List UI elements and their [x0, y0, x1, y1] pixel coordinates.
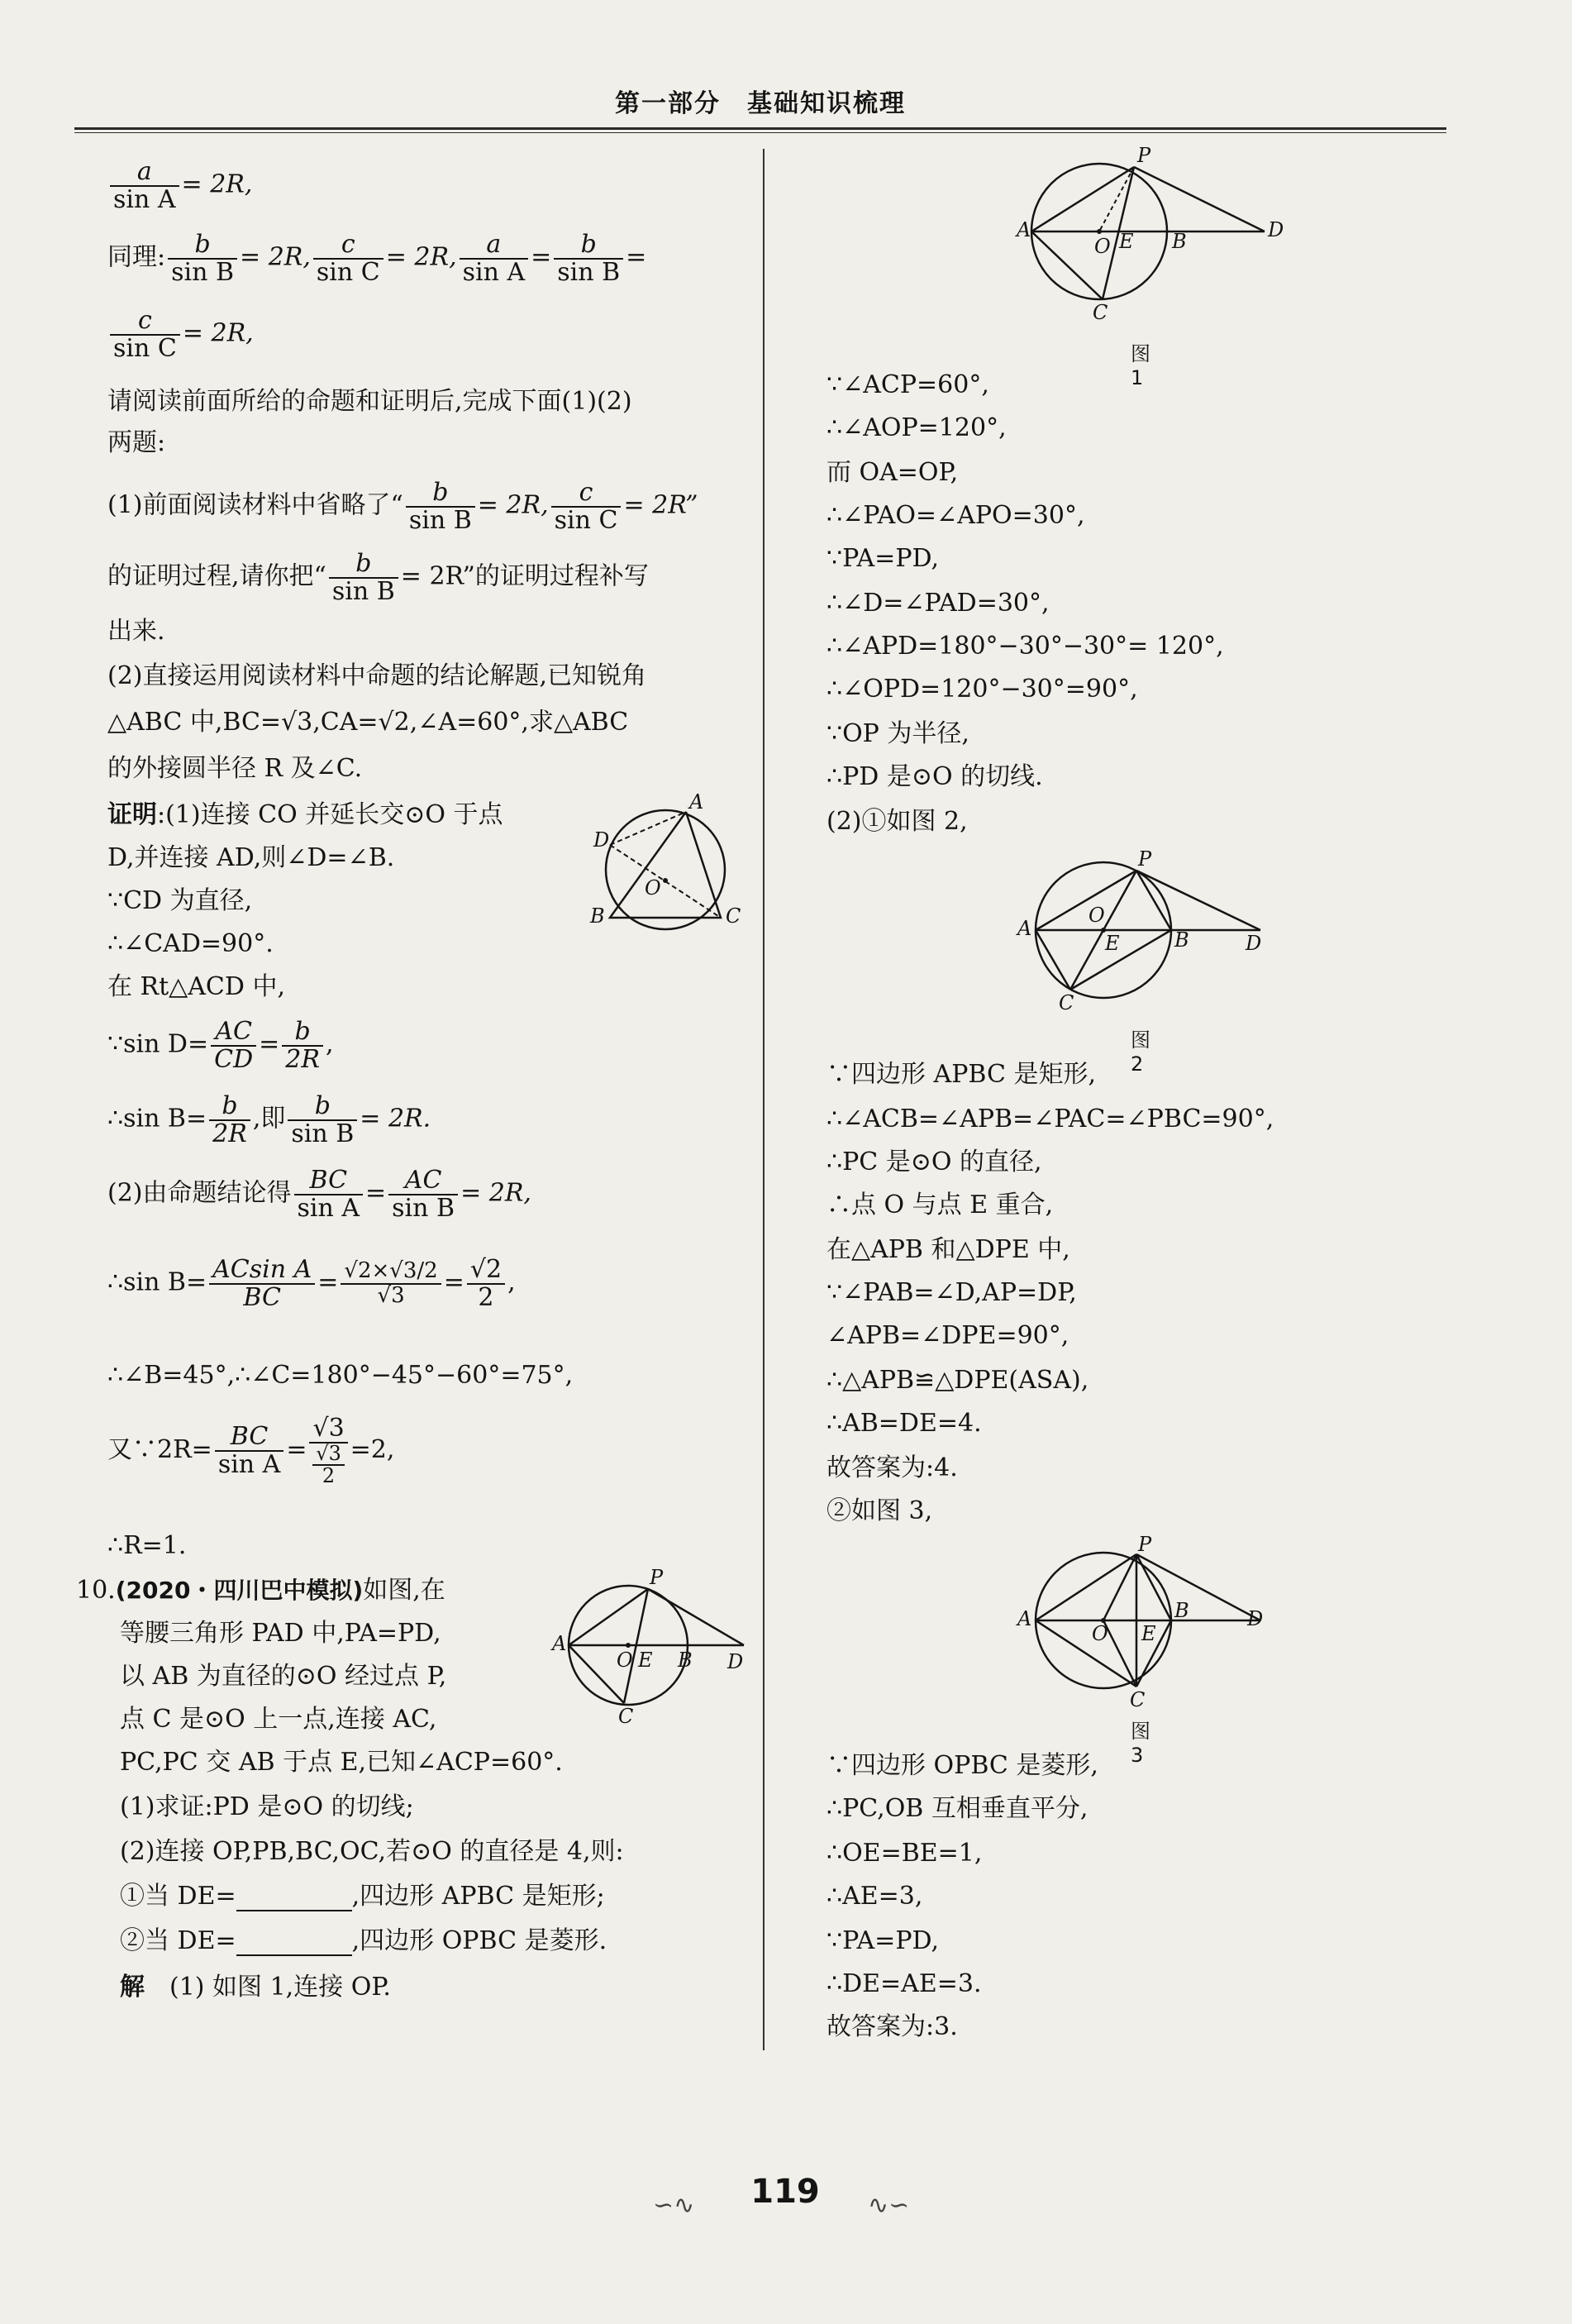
text-line: ∴△APB≌△DPE(ASA), — [826, 1366, 1089, 1395]
text-line: ∴AE=3, — [826, 1882, 923, 1911]
text-line: 故答案为:4. — [826, 1453, 958, 1482]
svg-text:A: A — [689, 790, 704, 814]
svg-text:A: A — [552, 1632, 567, 1655]
text-line: ∴PC,OB 互相垂直平分, — [826, 1794, 1088, 1823]
svg-text:O: O — [617, 1649, 633, 1672]
answer-blank — [236, 1931, 352, 1956]
question-10-blank-1: ①当 DE= ,四边形 APBC 是矩形; — [120, 1882, 605, 1911]
text-line: ∴点 O 与点 E 重合, — [826, 1191, 1054, 1219]
svg-text:E: E — [1119, 230, 1134, 253]
solution-start: 解 (1) 如图 1,连接 OP. — [120, 1973, 391, 2002]
svg-text:B: B — [1172, 230, 1187, 253]
figure-caption: 图 1 — [1131, 342, 1150, 389]
svg-text:C: C — [1130, 1688, 1146, 1711]
svg-text:O: O — [645, 876, 661, 900]
svg-text:A: A — [1017, 1607, 1032, 1630]
svg-text:B: B — [678, 1649, 693, 1672]
svg-text:E: E — [1141, 1622, 1156, 1645]
question-10-blank-2: ②当 DE= ,四边形 OPBC 是菱形. — [120, 1926, 607, 1955]
figure-3 — [1012, 1533, 1277, 1711]
text-line: (2)连接 OP,PB,BC,OC,若⊙O 的直径是 4,则: — [120, 1837, 624, 1866]
svg-text:P: P — [1138, 847, 1152, 871]
svg-text:B: B — [1174, 928, 1189, 952]
page-header — [74, 83, 1446, 136]
text-line: ∴R=1. — [107, 1531, 187, 1560]
figure-caption: 图 3 — [1131, 1720, 1150, 1767]
figure-question-10 — [545, 1563, 760, 1728]
answer-blank — [236, 1887, 352, 1911]
text-line: ∵∠PAB=∠D,AP=DP, — [826, 1278, 1077, 1307]
svg-text:C: C — [726, 904, 741, 928]
svg-text:C: C — [1059, 991, 1074, 1014]
formula-line-20: ∴sin B= $\frac{\text{ACsin A}}{BC}$ = $\frac{√2\times√3/2}{√3}$ = $\frac{√2}{2}$ , — [107, 1255, 516, 1312]
formula-line-7: 的证明过程,请你把“ $\frac{b}{\text{sin B}}$ = 2R”的证明过程补写 — [107, 549, 649, 606]
question-10-header: 10.(2020・四川巴中模拟)如图,在 — [76, 1576, 445, 1605]
svg-text:P: P — [1138, 1533, 1152, 1556]
svg-text:E: E — [1105, 932, 1120, 955]
header-title: 第一部分 基础知识梳理 — [615, 89, 906, 118]
svg-text:O: O — [1094, 235, 1111, 258]
text-line: ∵OP 为半径, — [826, 719, 969, 748]
text-line: PC,PC 交 AB 于点 E,已知∠ACP=60°. — [120, 1748, 563, 1777]
formula-line-19: (2)由命题结论得 $\frac{BC}{\text{sin A}}$ = $\frac{AC}{\text{sin B}}$ = 2R, — [107, 1166, 531, 1223]
svg-text:A: A — [1017, 917, 1032, 940]
svg-text:P: P — [650, 1566, 664, 1589]
text-line: ②如图 3, — [826, 1496, 933, 1525]
text-line: ∴∠D=∠PAD=30°, — [826, 589, 1050, 618]
text-line: 的外接圆半径 R 及∠C. — [107, 754, 363, 783]
text-line: ∴OE=BE=1, — [826, 1839, 983, 1868]
svg-text:D: D — [727, 1650, 744, 1673]
formula-line-1: $\frac{a}{\text{sin A}}$ = 2R, — [107, 159, 252, 212]
formula-line-2: 同理: $\frac{b}{\text{sin B}}$ = 2R, $\frac{c}{\text{sin C}}$ = 2R, $\frac{a}{\text{sin A}}$ = $\frac{b}{\text{sin B}}$ = — [107, 230, 647, 287]
figure-1 — [1017, 144, 1284, 331]
text-line: D,并连接 AD,则∠D=∠B. — [107, 843, 395, 872]
svg-text:D: D — [1247, 1607, 1264, 1630]
text-line: ∴PC 是⊙O 的直径, — [826, 1148, 1042, 1176]
column-divider — [763, 149, 765, 2050]
text-line: ∵PA=PD, — [826, 1926, 940, 1955]
formula-line-17: ∵sin D= $\frac{AC}{CD}$ = $\frac{b}{2R}$ , — [107, 1017, 334, 1074]
text-line: ∴∠OPD=120°−30°=90°, — [826, 675, 1138, 704]
text-line: ∴∠AOP=120°, — [826, 413, 1007, 442]
text-line: 以 AB 为直径的⊙O 经过点 P, — [120, 1662, 447, 1691]
svg-text:P: P — [1137, 144, 1151, 167]
svg-text:B: B — [1174, 1599, 1189, 1622]
svg-text:D: D — [593, 828, 610, 852]
figure-2 — [1012, 847, 1277, 1021]
svg-text:E: E — [638, 1649, 653, 1672]
svg-text:O: O — [1092, 1622, 1108, 1645]
text-line: ∵∠ACP=60°, — [826, 370, 989, 399]
proof-start: 证明:(1)连接 CO 并延长交⊙O 于点 — [107, 800, 503, 829]
figure-caption: 图 2 — [1131, 1028, 1150, 1076]
svg-text:A: A — [1017, 218, 1031, 241]
text-line: (1)求证:PD 是⊙O 的切线; — [120, 1792, 414, 1821]
text-line: ∵PA=PD, — [826, 544, 940, 573]
svg-text:D: D — [1246, 932, 1262, 955]
text-line: ∴DE=AE=3. — [826, 1969, 982, 1998]
text-line: 在 Rt△ACD 中, — [107, 972, 285, 1001]
footer-ornament-icon: ∽∿ — [653, 2191, 695, 2220]
text-line: ∴∠APD=180°−30°−30°= 120°, — [826, 632, 1224, 661]
svg-text:C: C — [1093, 301, 1108, 324]
text-line: 在△APB 和△DPE 中, — [826, 1235, 1070, 1264]
svg-text:O: O — [1088, 904, 1105, 927]
text-line: ∵四边形 APBC 是矩形, — [826, 1060, 1097, 1089]
text-line: ∴∠PAO=∠APO=30°, — [826, 501, 1085, 530]
formula-line-6: (1)前面阅读材料中省略了“ $\frac{b}{\text{sin B}}$ = 2R, $\frac{c}{\text{sin C}}$ = 2R” — [107, 478, 698, 535]
header-rule — [74, 127, 1446, 130]
text-line: ∵四边形 OPBC 是菱形, — [826, 1751, 1098, 1780]
text-line: △ABC 中,BC=√3,CA=√2,∠A=60°,求△ABC — [107, 708, 629, 737]
text-line: 出来. — [107, 617, 165, 646]
footer-ornament-icon: ∿∽ — [868, 2191, 910, 2220]
text-line: (2)直接运用阅读材料中命题的结论解题,已知锐角 — [107, 661, 647, 690]
text-line: 两题: — [107, 428, 166, 457]
formula-line-22: 又∵2R= $\frac{BC}{\text{sin A}}$ = √3 √3 2 =2, — [107, 1414, 395, 1487]
text-line: 故答案为:3. — [826, 2012, 958, 2041]
formula-line-3: $\frac{c}{\text{sin C}}$ = 2R, — [107, 308, 254, 361]
text-line: ∵CD 为直径, — [107, 886, 253, 915]
text-line: 请阅读前面所给的命题和证明后,完成下面(1)(2) — [107, 387, 632, 416]
svg-text:C: C — [618, 1705, 634, 1728]
formula-line-18: ∴sin B= $\frac{b}{2R}$ ,即 $\frac{b}{\text{sin B}}$ = 2R. — [107, 1091, 431, 1148]
text-line: (2)①如图 2, — [826, 807, 968, 836]
text-line: 点 C 是⊙O 上一点,连接 AC, — [120, 1705, 437, 1734]
text-line: 而 OA=OP, — [826, 458, 959, 487]
text-line: ∴∠CAD=90°. — [107, 929, 274, 958]
text-line: ∠APB=∠DPE=90°, — [826, 1321, 1069, 1350]
page-number: 119 — [750, 2173, 820, 2211]
figure-triangle-abc — [579, 790, 752, 942]
text-line: ∴∠ACB=∠APB=∠PAC=∠PBC=90°, — [826, 1105, 1274, 1133]
svg-text:B: B — [590, 904, 605, 928]
text-line: ∴∠B=45°,∴∠C=180°−45°−60°=75°, — [107, 1361, 574, 1390]
text-line: ∴PD 是⊙O 的切线. — [826, 762, 1043, 791]
text-line: ∴AB=DE=4. — [826, 1409, 982, 1438]
header-rule-thin — [74, 132, 1446, 133]
text-line: 等腰三角形 PAD 中,PA=PD, — [120, 1619, 441, 1648]
svg-text:D: D — [1268, 218, 1284, 241]
